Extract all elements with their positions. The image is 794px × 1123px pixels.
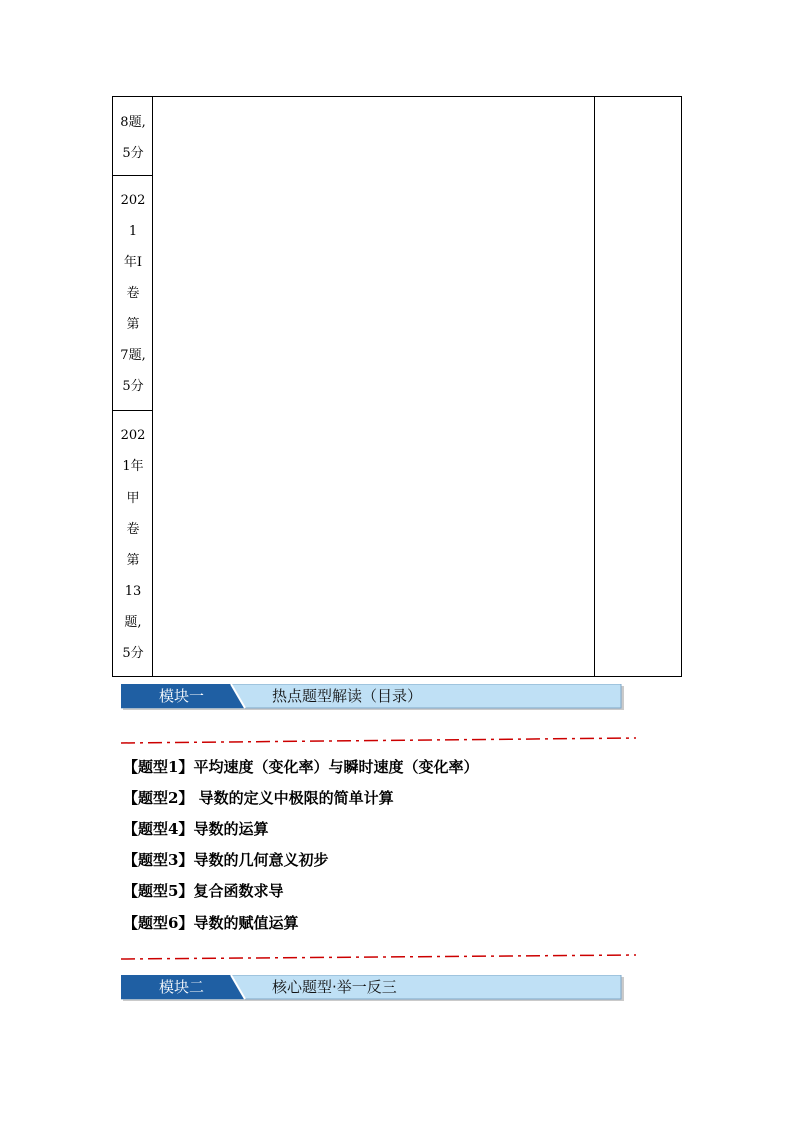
topic-text: 平均速度（变化率）与瞬时速度（变化率）: [193, 758, 479, 776]
cell-line: 5分: [122, 646, 144, 661]
topic-tag: 【题型2】: [123, 789, 194, 807]
list-item: [123, 818, 268, 840]
list-item: [123, 756, 478, 778]
list-item: [123, 880, 283, 902]
module-label: 模块二: [159, 978, 205, 996]
cell-line: 1年: [122, 459, 144, 474]
cell-line: 13: [124, 584, 142, 599]
list-item: [123, 787, 394, 809]
list-item: [123, 849, 328, 871]
topic-text: 复合函数求导: [193, 882, 284, 900]
list-item: [123, 912, 298, 934]
topic-text: 导数的运算: [193, 820, 269, 838]
cell-line: 第: [126, 553, 140, 568]
module-title: 核心题型·举一反三: [272, 978, 397, 996]
topic-tag: 【题型1】: [123, 758, 194, 776]
topic-tag: 【题型5】: [123, 882, 194, 900]
cell-line: 7题,: [120, 348, 146, 363]
divider-line-2: [121, 955, 636, 959]
cell-line: 年I: [123, 255, 143, 270]
cell-line: 卷: [126, 522, 140, 537]
cell-line: 8题,: [120, 115, 146, 130]
cell-line: 卷: [126, 286, 140, 301]
cell-line: 甲: [126, 491, 140, 506]
topic-tag: 【题型3】: [123, 851, 194, 869]
cell-line: 1: [128, 224, 138, 239]
topic-text: 导数的赋值运算: [193, 914, 299, 932]
cell-line: 202: [120, 428, 146, 443]
cell-line: 202: [120, 193, 146, 208]
cell-line: 第: [126, 317, 140, 332]
topic-tag: 【题型6】: [123, 914, 194, 932]
module-title: 热点题型解读（目录）: [272, 687, 423, 705]
module-banner-2: [121, 975, 624, 1001]
topic-text: 导数的几何意义初步: [193, 851, 329, 869]
cell-line: 5分: [122, 146, 144, 161]
module-label: 模块一: [159, 687, 205, 705]
cell-line: 题,: [124, 615, 142, 630]
topic-tag: 【题型4】: [123, 820, 194, 838]
divider-line-1: [121, 738, 636, 743]
cell-line: 5分: [122, 379, 144, 394]
topic-text: 导数的定义中极限的简单计算: [193, 789, 394, 807]
